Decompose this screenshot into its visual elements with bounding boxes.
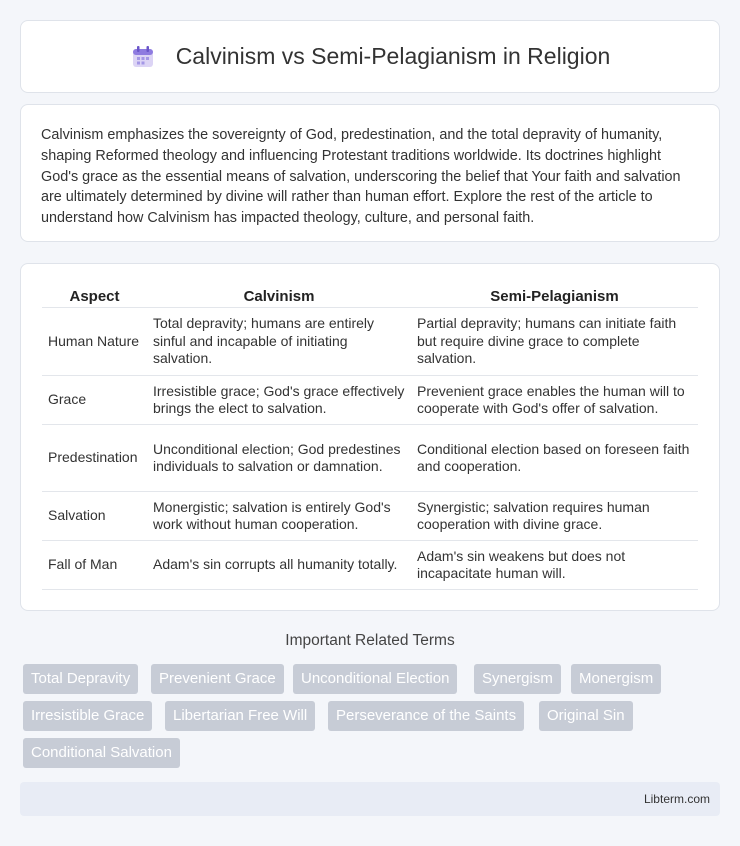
cell-calvinism: Unconditional election; God predestines individuals to salvation or damnation. <box>147 425 411 492</box>
related-terms-title: Important Related Terms <box>285 632 455 649</box>
cell-semi-pelagianism: Prevenient grace enables the human will to cooperate with God's offer of salvation. <box>411 376 698 425</box>
page-title: Calvinism vs Semi-Pelagianism in Religion <box>175 43 611 69</box>
cell-calvinism: Total depravity; humans are entirely sinful and incapable of initiating salvation. <box>147 308 411 376</box>
comparison-table-card <box>20 263 720 611</box>
footer <box>20 782 720 816</box>
table-row <box>42 541 698 590</box>
cell-aspect: Predestination <box>42 425 147 492</box>
footer-site-link[interactable]: Libterm.com <box>643 792 710 806</box>
table-row <box>42 376 698 425</box>
cell-semi-pelagianism: Partial depravity; humans can initiate faith but require divine grace to complete salvation. <box>411 308 698 376</box>
header-calvinism: Calvinism <box>147 284 411 308</box>
intro-card <box>20 104 720 242</box>
cell-calvinism: Irresistible grace; God's grace effectively brings the elect to salvation. <box>147 376 411 425</box>
cell-aspect: Grace <box>42 376 147 425</box>
tag-prevenient-grace[interactable]: Prevenient Grace <box>151 664 284 694</box>
table-row <box>42 308 698 376</box>
cell-calvinism: Adam's sin corrupts all humanity totally. <box>147 541 411 590</box>
cell-semi-pelagianism: Conditional election based on foreseen faith and cooperation. <box>411 425 698 492</box>
table-header-row <box>42 284 698 308</box>
calendar-icon <box>130 44 156 70</box>
title-card <box>20 20 720 93</box>
tag-libertarian-free-will[interactable]: Libertarian Free Will <box>165 701 315 731</box>
cell-aspect: Human Nature <box>42 308 147 376</box>
tag-perseverance-of-the-saints[interactable]: Perseverance of the Saints <box>328 701 524 731</box>
cell-calvinism: Monergistic; salvation is entirely God's work without human cooperation. <box>147 492 411 541</box>
header-aspect: Aspect <box>42 284 147 308</box>
table-row <box>42 425 698 492</box>
intro-text: Calvinism emphasizes the sovereignty of God, predestination, and the total depravity of humanity, shaping Reformed theology and influencing Protestant traditions worldwide. Its doctrines highlight God's grace as the essential means of salvation, underscoring the belief that Your faith and salvation are ultimately determined by divine will rather than human effort. Explore the rest of the article to understand how Calvinism has impacted theology, culture, and personal faith. <box>41 127 681 227</box>
tag-conditional-salvation[interactable]: Conditional Salvation <box>23 738 180 768</box>
tag-synergism[interactable]: Synergism <box>474 664 561 694</box>
cell-aspect: Fall of Man <box>42 541 147 590</box>
cell-aspect: Salvation <box>42 492 147 541</box>
tag-monergism[interactable]: Monergism <box>571 664 661 694</box>
cell-semi-pelagianism: Adam's sin weakens but does not incapacitate human will. <box>411 541 698 590</box>
tag-total-depravity[interactable]: Total Depravity <box>23 664 138 694</box>
tag-irresistible-grace[interactable]: Irresistible Grace <box>23 701 152 731</box>
tag-original-sin[interactable]: Original Sin <box>539 701 633 731</box>
header-semi-pelagianism: Semi-Pelagianism <box>411 284 698 308</box>
comparison-table <box>42 284 698 590</box>
table-row <box>42 492 698 541</box>
tag-unconditional-election[interactable]: Unconditional Election <box>293 664 457 694</box>
cell-semi-pelagianism: Synergistic; salvation requires human cooperation with divine grace. <box>411 492 698 541</box>
